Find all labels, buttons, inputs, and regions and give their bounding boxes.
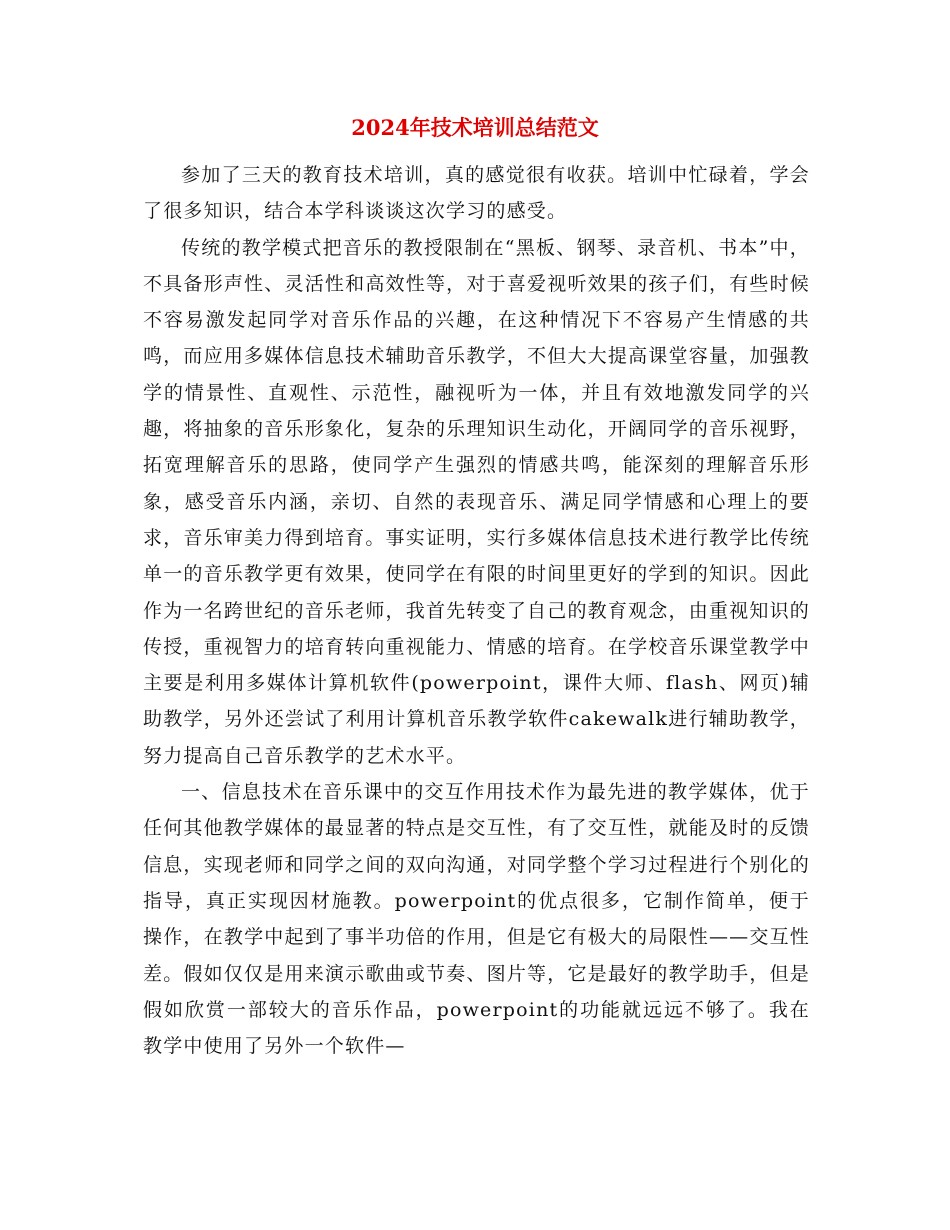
paragraph-intro: 参加了三天的教育技术培训，真的感觉很有收获。培训中忙碌着，学会了很多知识，结合本学科谈谈这次学习的感受。 (143, 164, 810, 223)
paragraph-interaction: 一、信息技术在音乐课中的交互作用技术作为最先进的教学媒体，优于任何其他教学媒体的最显著的特点是交互性，有了交互性，就能及时的反馈信息，实现老师和同学之间的双向沟通，对同学整个学习过程进行个别化的指导，真正实现因材施教。powerpoint的优点很多，它制作简单，便于操作，在教学中起到了事半功倍的作用，但是它有极大的局限性——交互性差。假如仅仅是用来演示歌曲或节奏、图片等，它是最好的教学助手，但是假如欣赏一部较大的音乐作品，powerpoint的功能就远远不够了。我在教学中使用了另外一个软件— (143, 781, 810, 1058)
document-title: 2024年技术培训总结范文 (351, 115, 599, 140)
paragraph-traditional-teaching: 传统的教学模式把音乐的教授限制在“黑板、钢琴、录音机、书本”中，不具备形声性、灵活性和高效性等，对于喜爱视听效果的孩子们，有些时候不容易激发起同学对音乐作品的兴趣，在这种情况下不容易产生情感的共鸣，而应用多媒体信息技术辅助音乐教学，不但大大提高课堂容量，加强教学的情景性、直观性、示范性，融视听为一体，并且有效地激发同学的兴趣，将抽象的音乐形象化，复杂的乐理知识生动化，开阔同学的音乐视野，拓宽理解音乐的思路，使同学产生强烈的情感共鸣，能深刻的理解音乐形象，感受音乐内涵，亲切、自然的表现音乐、满足同学情感和心理上的要求，音乐审美力得到培育。事实证明，实行多媒体信息技术进行教学比传统单一的音乐教学更有效果，使同学在有限的时间里更好的学到的知识。因此作为一名跨世纪的音乐老师，我首先转变了自己的教育观念，由重视知识的传授，重视智力的培育转向重视能力、情感的培育。在学校音乐课堂教学中主要是利用多媒体计算机软件(powerpoint，课件大师、flash、网页)辅助教学，另外还尝试了利用计算机音乐教学软件cakewalk进行辅助教学，努力提高自己音乐教学的艺术水平。 (143, 236, 810, 767)
document-body (143, 157, 810, 1064)
